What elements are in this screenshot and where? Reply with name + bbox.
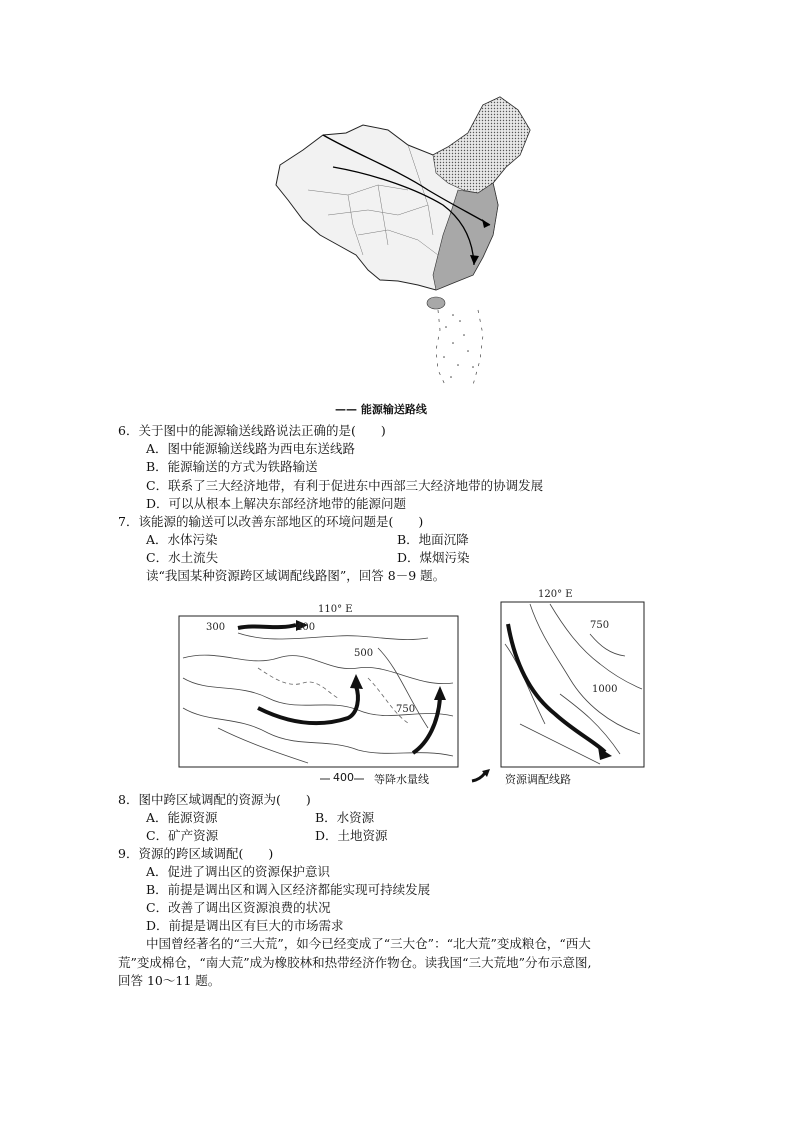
map2-legend-route-label: 资源调配线路 <box>505 773 571 786</box>
passage-10-11-line-2: 荒”变成棉仓，“南大荒”成为橡胶林和热带经济作物仓。读我国“三大荒地”分布示意图, <box>118 955 592 970</box>
question-9-option-b: B．前提是调出区和调入区经济都能实现可持续发展 <box>146 882 431 897</box>
question-9-option-d: D．前提是调出区有巨大的市场需求 <box>146 918 344 933</box>
map1-legend <box>335 401 427 417</box>
question-8-stem: 8．图中跨区域调配的资源为( ) <box>118 792 311 807</box>
question-8-option-c: C．矿产资源 <box>146 828 219 843</box>
map1-legend-label: 能源输送路线 <box>360 403 427 416</box>
hainan-island <box>427 297 445 309</box>
question-6-option-b: B．能源输送的方式为铁路输送 <box>146 459 318 474</box>
question-6-stem: 6．关于图中的能源输送线路说法正确的是( ) <box>118 423 386 438</box>
question-8-option-b: B．水资源 <box>315 810 375 825</box>
question-9-option-c: C．改善了调出区资源浪费的状况 <box>146 900 331 915</box>
map2-legend-route-arrow-icon <box>470 768 492 784</box>
resource-transfer-map-right <box>500 584 646 768</box>
isoline-label-1000: 1000 <box>592 684 618 695</box>
question-9-stem: 9．资源的跨区域调配( ) <box>118 846 274 861</box>
question-8-option-d: D．土地资源 <box>315 828 388 843</box>
meridian-110e-label: 110° E <box>318 604 353 615</box>
meridian-120e-label: 120° E <box>538 589 573 600</box>
map1-legend-line: —— <box>335 403 357 416</box>
question-7-option-b: B．地面沉降 <box>397 532 469 547</box>
question-6-option-d: D．可以从根本上解决东部经济地带的能源问题 <box>146 496 407 511</box>
isoline-label-750: 750 <box>396 704 416 715</box>
passage-10-11-line-1: 中国曾经著名的“三大荒”，如今已经变成了“三大仓”：“北大荒”变成粮仓，“西大 <box>146 936 591 951</box>
isoline-label-400: 400 <box>296 622 316 633</box>
question-7-stem: 7．该能源的输送可以改善东部地区的环境问题是( ) <box>118 514 424 529</box>
intro-8-9: 读“我国某种资源跨区域调配线路图”，回答 8－9 题。 <box>146 568 446 583</box>
transfer-route-top <box>238 625 296 628</box>
north-dotted-region <box>433 97 530 193</box>
question-8-option-a: A．能源资源 <box>146 810 218 825</box>
question-6-option-c: C．联系了三大经济地带，有利于促进东中西部三大经济地带的协调发展 <box>146 478 544 493</box>
question-6-option-a: A．图中能源输送线路为西电东送线路 <box>146 441 356 456</box>
question-7-option-d: D．煤烟污染 <box>397 550 470 565</box>
isoline-label-750-right: 750 <box>590 620 610 631</box>
map2-legend-isoline-label: 等降水量线 <box>374 773 429 786</box>
question-7-option-c: C．水土流失 <box>146 550 219 565</box>
passage-10-11-line-3: 回答 10～11 题。 <box>118 973 221 988</box>
china-energy-route-map <box>268 95 538 395</box>
resource-transfer-map-left <box>178 598 460 768</box>
isoline-label-500: 500 <box>354 648 374 659</box>
map2-legend-isoline-value: 400 <box>333 771 354 784</box>
isoline-label-300: 300 <box>206 622 226 633</box>
question-7-option-a: A．水体污染 <box>146 532 218 547</box>
question-9-option-a: A．促进了调出区的资源保护意识 <box>146 864 331 879</box>
